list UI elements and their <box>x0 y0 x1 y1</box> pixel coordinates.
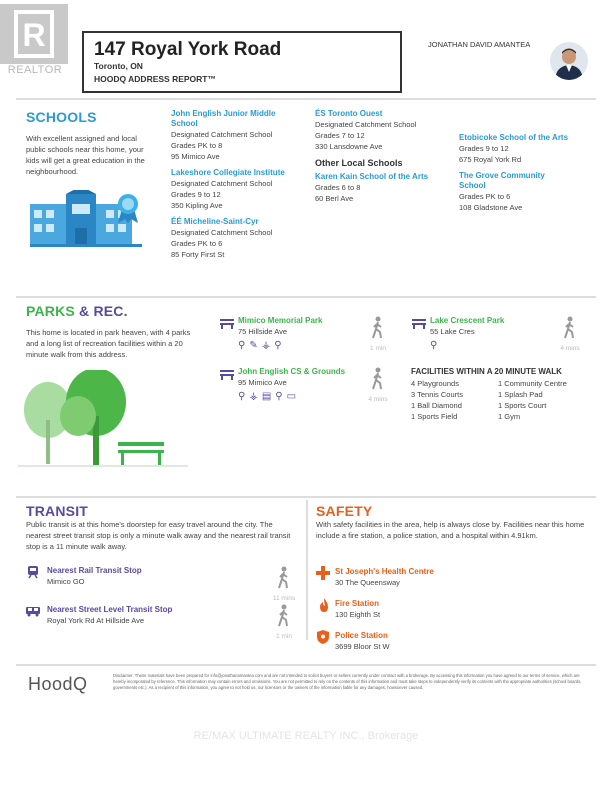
schools-intro: With excellent assigned and local public schools near this home, your kids will get a great education in the neighbourhood. <box>26 134 145 176</box>
realtor-r-icon <box>0 4 68 64</box>
park-name[interactable]: John English CS & Grounds <box>238 367 346 376</box>
street-stop-label[interactable]: Nearest Street Level Transit Stop <box>47 605 173 614</box>
park-address: 95 Mimico Ave <box>238 378 287 387</box>
trees-bench-icon <box>18 370 198 470</box>
award-badge-icon <box>116 193 140 228</box>
school-type: Designated Catchment School <box>171 179 273 188</box>
hospital <box>335 567 434 588</box>
police-station <box>335 631 390 652</box>
school-name[interactable]: ÉS Toronto Ouest <box>315 109 383 118</box>
facility-item: 1 Splash Pad <box>498 390 543 399</box>
school-address: 675 Royal York Rd <box>459 155 522 164</box>
address-title: 147 Royal York Road <box>94 39 282 60</box>
parks-intro: This home is located in park heaven, with 4 parks and a long list of recreation facilities within a 20 minute walk from this address. <box>26 328 191 359</box>
hospital-address: 30 The Queensway <box>335 578 400 587</box>
safety-title: SAFETY <box>316 503 373 519</box>
hospital-icon <box>316 566 330 585</box>
park-amenity-icons: ⚲✎⚶⚲ <box>238 340 286 351</box>
facility-item: 4 Playgrounds <box>411 379 459 388</box>
park-address: 55 Lake Cres <box>430 327 475 336</box>
police-station-address: 3699 Bloor St W <box>335 642 390 651</box>
park3-walk <box>360 367 396 403</box>
walking-person-icon <box>274 604 294 628</box>
facilities-left <box>411 378 498 422</box>
facility-item: 3 Tennis Courts <box>411 390 463 399</box>
bus-icon <box>26 604 40 622</box>
school-col-2 <box>315 109 450 204</box>
rail-stop <box>47 566 142 587</box>
facility-item: 1 Sports Field <box>411 412 458 421</box>
address-header-box <box>82 31 402 93</box>
walking-person-icon <box>274 566 294 590</box>
school-address: 108 Gladstone Ave <box>459 203 523 212</box>
facility-item: 1 Ball Diamond <box>411 401 462 410</box>
park1-walk <box>360 316 396 352</box>
divider-parks <box>16 296 596 298</box>
police-icon <box>317 630 329 649</box>
facility-item: 1 Sports Court <box>498 401 547 410</box>
realtor-r-glyph <box>12 8 56 60</box>
park-bench-icon <box>220 368 234 380</box>
school-name[interactable]: The Grove Community School <box>459 171 545 190</box>
school-name[interactable]: Etobicoke School of the Arts <box>459 133 569 142</box>
park2-walk <box>552 316 588 352</box>
park-amenity-icons: ⚲⚶▤⚲▭ <box>238 391 301 402</box>
parks-title <box>26 303 128 319</box>
svg-text:R: R <box>22 17 46 53</box>
school-address: 95 Mimico Ave <box>171 152 220 161</box>
park-john-english <box>220 367 370 402</box>
rail-walk <box>266 566 302 602</box>
divider-top <box>16 98 596 100</box>
safety-intro: With safety facilities in the area, help is always close by. Facilities near this home include a fire station, a police station, and a hospital within 4.91km. <box>316 520 585 540</box>
other-schools-label: Other Local Schools <box>315 158 403 168</box>
park-mimico-memorial <box>220 316 370 351</box>
park-lake-crescent <box>412 316 542 351</box>
school-grades: Grades PK to 6 <box>171 239 223 248</box>
walk-time: 4 mins <box>368 396 388 403</box>
school-type: Designated Catchment School <box>315 120 417 129</box>
rail-stop-label[interactable]: Nearest Rail Transit Stop <box>47 566 142 575</box>
divider-footer <box>16 664 596 666</box>
school-address: 85 Forty First St <box>171 250 225 259</box>
walk-time: 1 min <box>276 633 292 640</box>
hoodq-logo: HoodQ <box>28 674 88 694</box>
school-address: 330 Lansdowne Ave <box>315 142 383 151</box>
park-name[interactable]: Mimico Memorial Park <box>238 316 323 325</box>
school-col-3 <box>459 133 589 213</box>
school-address: 350 Kipling Ave <box>171 201 223 210</box>
school-grades: Grades PK to 8 <box>171 141 223 150</box>
school-address: 60 Berl Ave <box>315 194 354 203</box>
school-grades: Grades 9 to 12 <box>459 144 509 153</box>
agent-avatar <box>550 42 588 80</box>
street-stop-name: Royal York Rd At Hillside Ave <box>47 616 144 625</box>
park-bench-icon <box>412 317 426 329</box>
realtor-label: REALTOR <box>7 64 63 76</box>
school-name[interactable]: ÉÉ Micheline-Saint-Cyr <box>171 217 259 226</box>
facility-item: 1 Gym <box>498 412 521 421</box>
train-icon <box>26 565 40 584</box>
rail-stop-name: Mimico GO <box>47 577 85 586</box>
street-stop <box>47 605 172 626</box>
park-amenity-icons: ⚲ <box>430 340 438 351</box>
school-grades: Grades 7 to 12 <box>315 131 365 140</box>
school-grades: Grades 6 to 8 <box>315 183 361 192</box>
police-station-name[interactable]: Police Station <box>335 631 388 640</box>
fire-icon <box>318 598 330 617</box>
park-illustration <box>18 370 198 475</box>
report-title: HOODQ ADDRESS REPORT™ <box>94 74 217 84</box>
schools-title: SCHOOLS <box>26 109 97 125</box>
city-label: Toronto, ON <box>94 61 143 71</box>
walk-time: 11 mins <box>272 595 296 602</box>
facilities-title: FACILITIES WITHIN A 20 MINUTE WALK <box>411 367 562 376</box>
street-walk <box>266 604 302 640</box>
school-name[interactable]: Karen Kain School of the Arts <box>315 172 429 181</box>
transit-intro: Public transit is at this home's doorstep for easy travel around the city. The nearest street transit stop is only a minute walk away and the nearest rail transit stop is a 11 minute walk away. <box>26 520 291 551</box>
facility-item: 1 Community Centre <box>498 379 567 388</box>
transit-title: TRANSIT <box>26 503 89 519</box>
agent-name: JONATHAN DAVID AMANTEA <box>428 40 531 49</box>
school-type: Designated Catchment School <box>171 130 273 139</box>
parks-title-a: PARKS <box>26 303 75 319</box>
school-name[interactable]: John English Junior Middle School <box>171 109 276 128</box>
fire-station-name[interactable]: Fire Station <box>335 599 380 608</box>
parks-title-b: & REC. <box>74 303 128 319</box>
park-name[interactable]: Lake Crescent Park <box>430 316 505 325</box>
fire-station <box>335 599 380 620</box>
school-col-1 <box>171 109 301 260</box>
school-grades: Grades PK to 6 <box>459 192 511 201</box>
disclaimer: Disclaimer: These materials have been prepared for info@jonathanamantea.com and are not intended to solicit buyers or sellers currently under contract with a brokerage. By accessing this information you have agreed to our terms of service, which are hereby incorporated by reference. This information may contain errors and omissions. You are not permitted to rely on the contents of this information and must take steps to independently verify its contents with the appropriate authorities (school boards, governments etc.). As a recipient of this information, you agree to not hold us, our licensors or the owners of the information liable for any damages, howsoever caused. <box>113 673 582 690</box>
walking-person-icon <box>560 316 580 340</box>
realtor-logo <box>0 4 70 76</box>
school-type: Designated Catchment School <box>171 228 273 237</box>
school-name[interactable]: Lakeshore Collegiate Institute <box>171 168 285 177</box>
walk-time: 1 min <box>370 345 386 352</box>
fire-station-address: 130 Eighth St <box>335 610 381 619</box>
facilities-right <box>498 378 567 422</box>
walk-time: 4 mins <box>560 345 580 352</box>
facilities-block <box>411 367 601 422</box>
agent-photo-icon <box>550 42 588 80</box>
walking-person-icon <box>368 367 388 391</box>
divider-transit <box>16 496 596 498</box>
divider-vertical <box>306 500 308 640</box>
school-grades: Grades 9 to 12 <box>171 190 221 199</box>
walking-person-icon <box>368 316 388 340</box>
park-bench-icon <box>220 317 234 329</box>
park-address: 75 Hillside Ave <box>238 327 288 336</box>
hospital-name[interactable]: St Joseph's Health Centre <box>335 567 434 576</box>
brokerage-watermark: RE/MAX ULTIMATE REALTY INC., Brokerage <box>193 730 419 742</box>
